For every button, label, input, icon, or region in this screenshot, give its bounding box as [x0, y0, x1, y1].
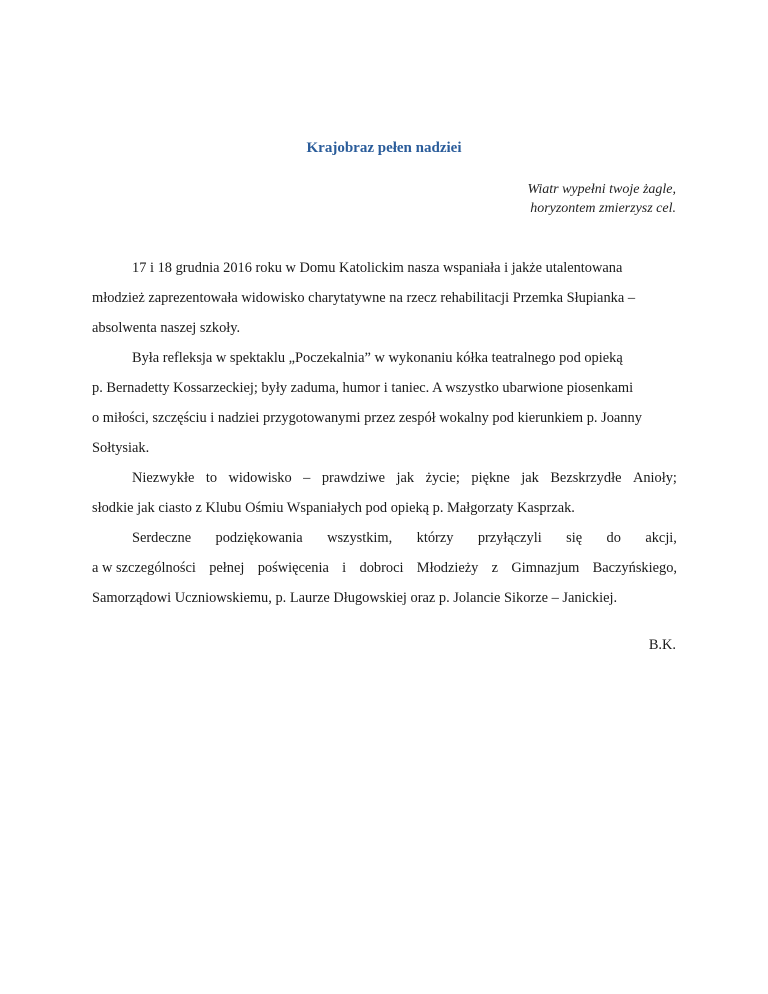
word: z [491, 560, 499, 576]
word: Niezwykłe [132, 470, 195, 486]
word: Młodzieży [416, 560, 479, 576]
paragraph-line: Samorządowi Uczniowskiemu, p. Laurze Długowskiej oraz p. Jolancie Sikorze – Janickiej. [92, 590, 618, 606]
word: Serdeczne [132, 530, 192, 546]
paragraph-line: o miłości, szczęściu i nadziei przygotowanymi przez zespół wokalny pod kierunkiem p. Joanny [92, 410, 642, 426]
justified-line [92, 553, 677, 583]
signature-initials: B.K. [648, 637, 676, 653]
paragraph-3 [92, 463, 677, 523]
paragraph-1 [92, 253, 677, 343]
justified-line [92, 463, 677, 493]
motto [527, 180, 676, 218]
word: jak [396, 470, 415, 486]
article-body [92, 253, 677, 613]
word: a w szczególności [92, 560, 196, 576]
word: Anioły; [632, 470, 677, 486]
paragraph-line: młodzież zaprezentowała widowisko charytatywne na rzecz rehabilitacji Przemka Słupianka – [92, 290, 636, 306]
motto-line-1: Wiatr wypełni twoje żagle, [527, 182, 676, 197]
word: akcji, [645, 530, 677, 546]
word: przyłączyli [477, 530, 542, 546]
word: to [205, 470, 218, 486]
word: życie; [425, 470, 460, 486]
article-title: Krajobraz pełen nadziei [306, 140, 462, 156]
word: się [566, 530, 583, 546]
word: – [303, 470, 311, 486]
word: i [342, 560, 347, 576]
word: Gimnazjum [511, 560, 580, 576]
paragraph-line: słodkie jak ciasto z Klubu Ośmiu Wspaniałych pod opieką p. Małgorzaty Kasprzak. [92, 500, 575, 516]
word: wszystkim, [327, 530, 393, 546]
motto-line-2: horyzontem zmierzysz cel. [530, 201, 676, 216]
word: Baczyńskiego, [592, 560, 677, 576]
paragraph-line: 17 i 18 grudnia 2016 roku w Domu Katolickim nasza wspaniała i jakże utalentowana [132, 260, 623, 276]
paragraph-line: Była refleksja w spektaklu „Poczekalnia” w wykonaniu kółka teatralnego pod opieką [132, 350, 623, 366]
word: jak [521, 470, 539, 486]
word: piękne [471, 470, 510, 486]
word: do [606, 530, 621, 546]
paragraph-line: absolwenta naszej szkoły. [92, 320, 241, 336]
justified-line [92, 523, 677, 553]
word: którzy [416, 530, 454, 546]
word: poświęcenia [257, 560, 329, 576]
word: podziękowania [215, 530, 303, 546]
paragraph-line: Sołtysiak. [92, 440, 150, 456]
paragraph-line: p. Bernadetty Kossarzeckiej; były zaduma, humor i taniec. A wszystko ubarwione piosenkami [92, 380, 634, 396]
word: prawdziwe [321, 470, 385, 486]
word: dobroci [359, 560, 404, 576]
word: Bezskrzydłe [550, 470, 622, 486]
word: pełnej [209, 560, 245, 576]
paragraph-2 [92, 343, 677, 463]
paragraph-4 [92, 523, 677, 613]
word: widowisko [228, 470, 292, 486]
